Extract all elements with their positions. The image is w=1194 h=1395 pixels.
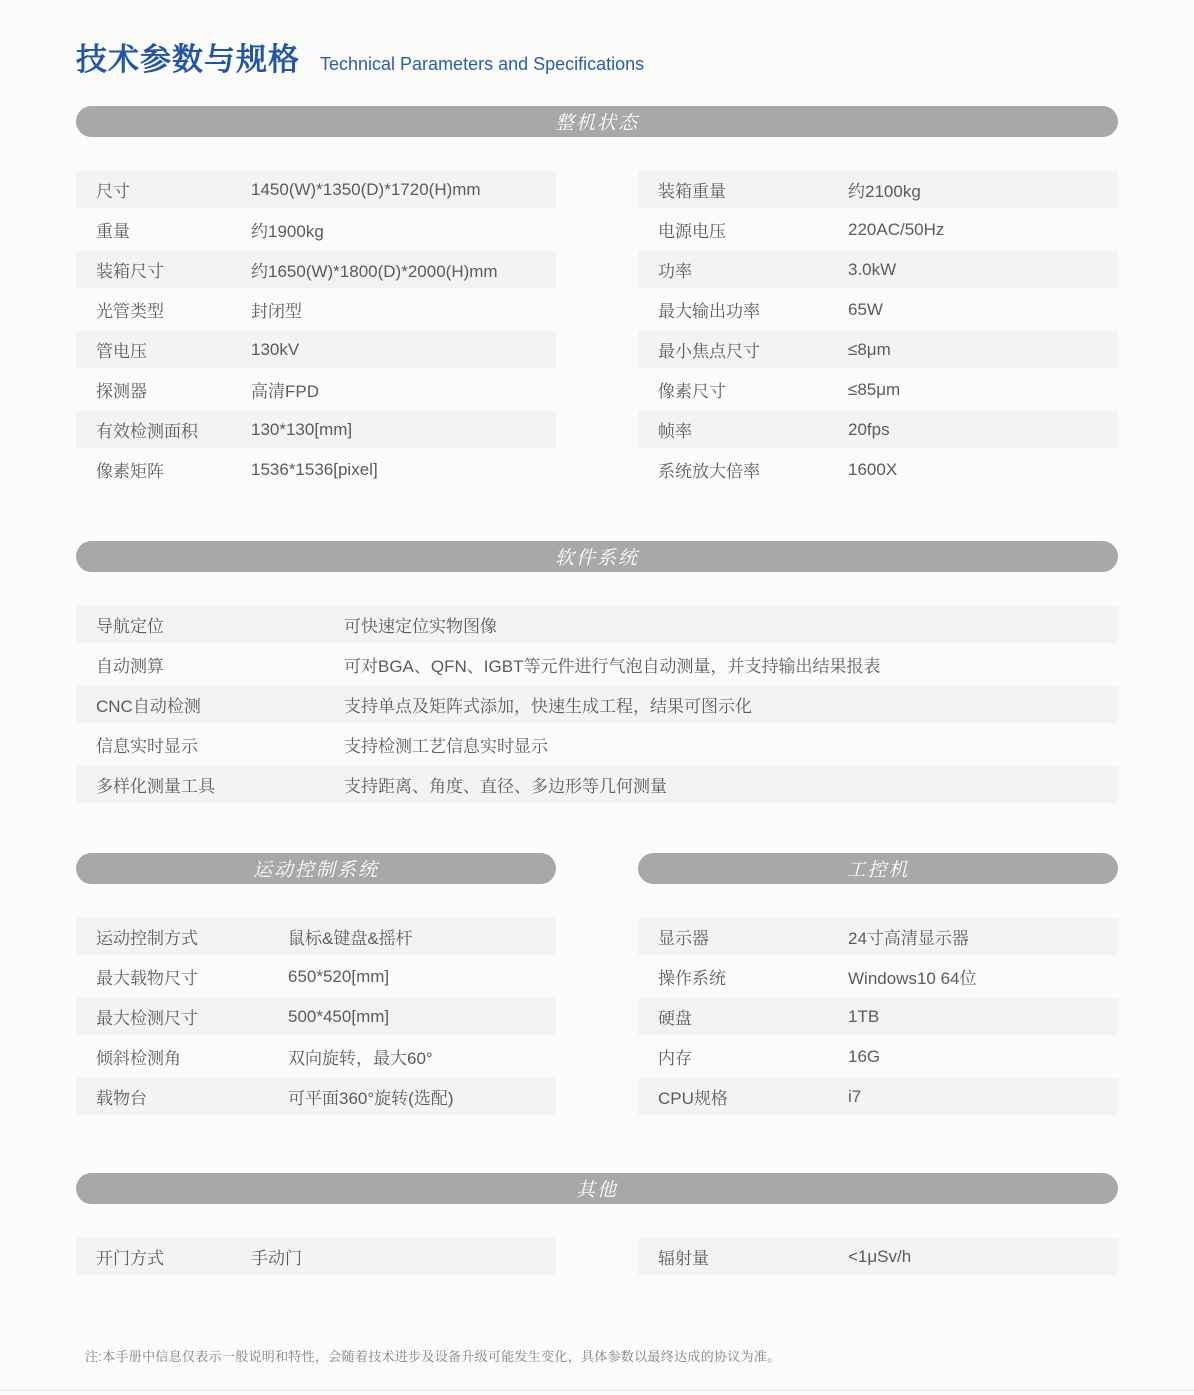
spec-row	[76, 291, 556, 328]
spec-label: 最小焦点尺寸	[658, 342, 760, 362]
spec-row	[638, 291, 1118, 328]
spec-value: ≤8μm	[848, 339, 891, 359]
spec-row	[638, 918, 1118, 955]
section-header-other-label: 其他	[575, 1180, 618, 1202]
spec-label: CNC自动检测	[96, 697, 201, 717]
spec-row	[638, 331, 1118, 368]
spec-label: 像素矩阵	[96, 462, 164, 482]
spec-label: CPU规格	[658, 1089, 728, 1109]
machine-right-column	[638, 171, 1118, 491]
ipc-spec-table	[638, 884, 1118, 1118]
spec-label: 探测器	[96, 382, 147, 402]
spec-row	[76, 958, 556, 995]
spec-label: 操作系统	[658, 969, 726, 989]
spec-value: 130*130[mm]	[251, 419, 353, 439]
spec-value: 可对BGA、QFN、IGBT等元件进行气泡自动测量，并支持输出结果报表	[344, 657, 881, 677]
spec-value: 24寸高清显示器	[848, 929, 969, 949]
section-header-machine-label: 整机状态	[554, 113, 639, 135]
spec-value: ≤85μm	[848, 379, 901, 399]
spec-value: 鼠标&键盘&摇杆	[288, 929, 413, 949]
spec-label: 有效检测面积	[96, 422, 198, 442]
spec-label: 像素尺寸	[658, 382, 726, 402]
spec-row	[638, 251, 1118, 288]
spec-value: 1600X	[848, 459, 898, 479]
spec-row	[638, 171, 1118, 208]
other-left-column	[76, 1204, 556, 1278]
spec-label: 倾斜检测角	[96, 1049, 181, 1069]
spec-label: 功率	[658, 262, 692, 282]
page-title: 技术参数与规格	[76, 42, 300, 77]
spec-value: 16G	[848, 1046, 881, 1066]
section-header-machine	[76, 106, 1118, 137]
spec-row	[76, 646, 1118, 683]
machine-left-column	[76, 171, 556, 491]
spec-row	[76, 1238, 556, 1275]
spec-row	[76, 726, 1118, 763]
spec-label: 辐射量	[658, 1249, 709, 1269]
spec-row	[638, 371, 1118, 408]
spec-value: 3.0kW	[848, 259, 897, 279]
spec-value: 手动门	[251, 1249, 302, 1269]
spec-label: 电源电压	[658, 222, 726, 242]
footnote: 注:本手册中信息仅表示一般说明和特性，会随着技术进步及设备升级可能发生变化，具体参数以最终达成的协议为准。	[85, 1349, 781, 1365]
spec-row	[76, 918, 556, 955]
spec-value: 可平面360°旋转(选配)	[288, 1089, 454, 1109]
spec-row	[638, 1038, 1118, 1075]
spec-value: 500*450[mm]	[288, 1006, 390, 1026]
other-right-column	[638, 1204, 1118, 1278]
spec-label: 尺寸	[96, 182, 130, 202]
page-header	[76, 0, 1118, 80]
section-header-other	[76, 1173, 1118, 1204]
spec-value: 1536*1536[pixel]	[251, 459, 378, 479]
spec-row	[76, 766, 1118, 803]
spec-label: 重量	[96, 222, 130, 242]
spec-value: 双向旋转，最大60°	[288, 1049, 433, 1069]
spec-label: 最大输出功率	[658, 302, 760, 322]
spec-row	[76, 451, 556, 488]
spec-row	[76, 998, 556, 1035]
spec-row	[638, 1078, 1118, 1115]
section-header-motion	[76, 853, 556, 884]
spec-label: 信息实时显示	[96, 737, 198, 757]
motion-spec-table	[76, 884, 556, 1118]
spec-value: 可快速定位实物图像	[344, 617, 497, 637]
spec-value: 1TB	[848, 1006, 880, 1026]
spec-label: 光管类型	[96, 302, 164, 322]
spec-value: 约2100kg	[848, 182, 921, 202]
spec-value: 20fps	[848, 419, 890, 439]
spec-label: 运动控制方式	[96, 929, 198, 949]
spec-value: i7	[848, 1086, 862, 1106]
section-header-motion-label: 运动控制系统	[252, 860, 379, 882]
other-spec-table	[76, 1204, 1118, 1278]
bottom-divider	[0, 1389, 1194, 1391]
spec-label: 管电压	[96, 342, 147, 362]
spec-row	[76, 211, 556, 248]
spec-value: 1450(W)*1350(D)*1720(H)mm	[251, 179, 481, 199]
spec-value: 支持距离、角度、直径、多边形等几何测量	[344, 777, 667, 797]
spec-label: 开门方式	[96, 1249, 164, 1269]
spec-row	[76, 331, 556, 368]
spec-label: 帧率	[658, 422, 692, 442]
spec-label: 自动测算	[96, 657, 164, 677]
spec-value: 支持检测工艺信息实时显示	[344, 737, 548, 757]
spec-label: 最大载物尺寸	[96, 969, 198, 989]
page-subtitle: Technical Parameters and Specifications	[320, 54, 645, 74]
spec-row	[638, 211, 1118, 248]
spec-row	[76, 1038, 556, 1075]
spec-value: 65W	[848, 299, 883, 319]
spec-value: Windows10 64位	[848, 969, 977, 989]
spec-row	[76, 371, 556, 408]
motion-ipc-tables	[76, 884, 1118, 1118]
machine-spec-table	[76, 171, 1118, 491]
spec-row	[638, 1238, 1118, 1275]
spec-value: 封闭型	[251, 302, 302, 322]
spec-row	[76, 686, 1118, 723]
spec-label: 导航定位	[96, 617, 164, 637]
spec-row	[76, 1078, 556, 1115]
spec-value: <1μSv/h	[848, 1246, 912, 1266]
section-header-ipc	[638, 853, 1118, 884]
spec-row	[638, 958, 1118, 995]
spec-value: 支持单点及矩阵式添加，快速生成工程，结果可图示化	[344, 697, 752, 717]
spec-row	[76, 606, 1118, 643]
spec-label: 装箱重量	[658, 182, 726, 202]
spec-row	[638, 451, 1118, 488]
spec-value: 220AC/50Hz	[848, 219, 945, 239]
spec-label: 硬盘	[658, 1009, 692, 1029]
spec-row	[76, 171, 556, 208]
spec-row	[638, 411, 1118, 448]
spec-value: 约1650(W)*1800(D)*2000(H)mm	[251, 262, 498, 282]
spec-row	[638, 998, 1118, 1035]
spec-label: 装箱尺寸	[96, 262, 164, 282]
section-header-software	[76, 541, 1118, 572]
spec-value: 约1900kg	[251, 222, 324, 242]
spec-value: 130kV	[251, 339, 300, 359]
spec-value: 高清FPD	[251, 382, 319, 402]
section-header-ipc-label: 工控机	[846, 860, 910, 882]
spec-value: 650*520[mm]	[288, 966, 390, 986]
spec-label: 载物台	[96, 1089, 147, 1109]
spec-label: 显示器	[658, 929, 709, 949]
spec-label: 多样化测量工具	[96, 777, 215, 797]
dual-section-headers	[76, 853, 1118, 884]
software-spec-table	[76, 606, 1118, 803]
spec-sheet	[76, 0, 1118, 1365]
spec-row	[76, 411, 556, 448]
section-header-software-label: 软件系统	[554, 548, 639, 570]
spec-label: 系统放大倍率	[658, 462, 760, 482]
spec-row	[76, 251, 556, 288]
spec-label: 内存	[658, 1049, 692, 1069]
spec-label: 最大检测尺寸	[96, 1009, 198, 1029]
